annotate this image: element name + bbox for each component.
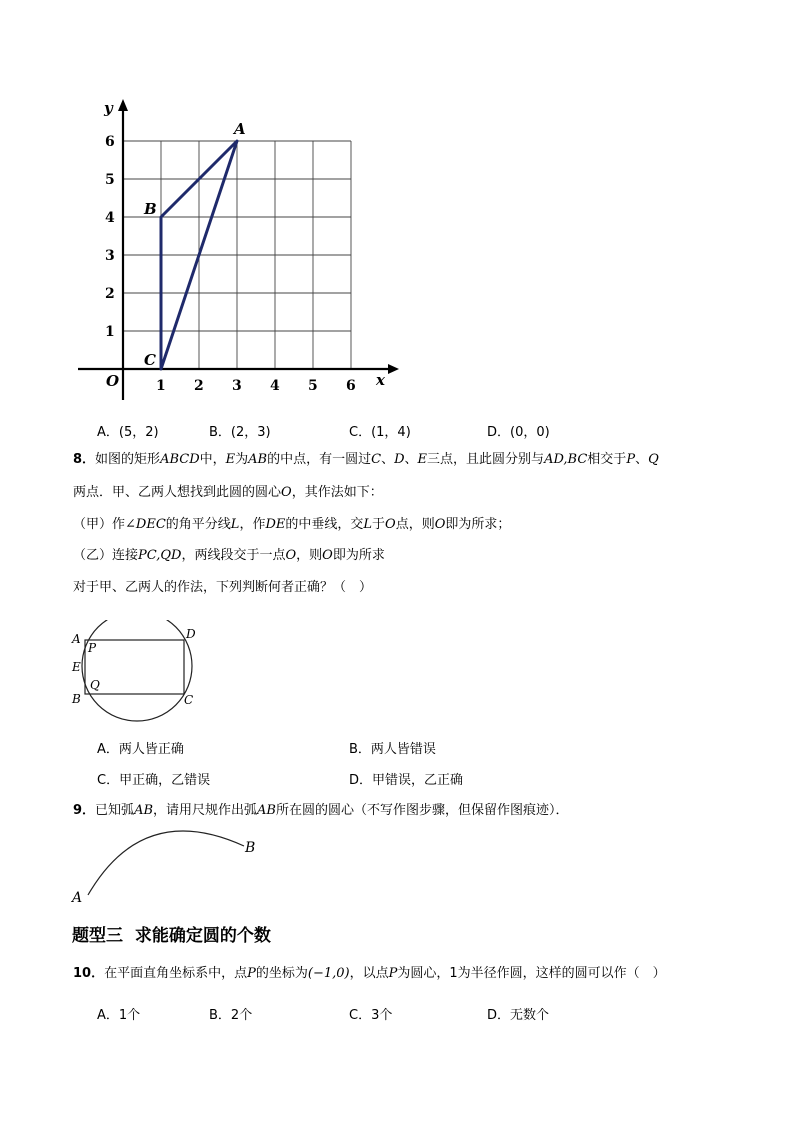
rectangle-circle-figure — [65, 620, 210, 725]
q7-option-a[interactable]: A．(5，2) — [97, 425, 159, 440]
y-tick-label: 2 — [105, 286, 115, 302]
y-tick-label: 4 — [105, 210, 115, 226]
point-label-c: C — [144, 351, 156, 369]
q8-option-c[interactable]: C．甲正确，乙错误 — [97, 773, 211, 788]
y-tick-label: 6 — [105, 134, 115, 150]
point-label-a: A — [234, 120, 246, 138]
grid — [123, 141, 351, 369]
q10-option-a[interactable]: A．1个 — [97, 1008, 141, 1023]
x-tick-label: 3 — [232, 378, 242, 394]
tick-labels — [105, 134, 356, 394]
q8-line-2: 两点．甲、乙两人想找到此圆的圆心O，其作法如下： — [73, 485, 383, 500]
arc-figure — [68, 825, 268, 910]
arc-label-b: B — [245, 840, 256, 856]
label-q: Q — [90, 678, 100, 692]
q9-text: 9．已知弧AB，请用尺规作出弧AB所在圆的圆心（不写作图步骤，但保留作图痕迹）． — [73, 803, 569, 818]
y-tick-label: 1 — [105, 324, 115, 340]
y-axis-label: y — [104, 99, 113, 117]
label-b: B — [72, 692, 81, 706]
x-tick-label: 6 — [346, 378, 356, 394]
circle — [82, 620, 192, 721]
x-tick-label: 4 — [270, 378, 280, 394]
x-axis-arrow — [388, 364, 399, 374]
q8-line-1: 8．如图的矩形ABCD中，E为AB的中点，有一圆过C、D、E三点，且此圆分别与AD,BC相交于P、Q — [73, 452, 659, 467]
label-d: D — [186, 627, 196, 641]
arc-label-a: A — [72, 890, 83, 906]
q8-option-d[interactable]: D．甲错误，乙正确 — [349, 773, 464, 788]
label-a: A — [72, 632, 81, 646]
rectangle-abcd — [85, 640, 184, 694]
x-tick-label: 1 — [156, 378, 166, 394]
label-c: C — [184, 693, 194, 707]
y-axis-arrow — [118, 99, 128, 111]
q10-option-b[interactable]: B．2个 — [209, 1008, 253, 1023]
q7-option-c[interactable]: C．(1，4) — [349, 425, 411, 440]
section-heading: 题型三 求能确定圆的个数 — [72, 926, 271, 946]
q7-option-b[interactable]: B．(2，3) — [209, 425, 271, 440]
y-tick-label: 3 — [105, 248, 115, 264]
q8-option-a[interactable]: A．两人皆正确 — [97, 742, 184, 757]
q8-option-b[interactable]: B．两人皆错误 — [349, 742, 436, 757]
origin-label: O — [106, 372, 120, 390]
coordinate-graph — [70, 95, 400, 405]
x-axis-label: x — [376, 371, 385, 389]
point-label-b: B — [144, 200, 157, 218]
q8-line-5: 对于甲、乙两人的作法，下列判断何者正确？（ ） — [73, 580, 373, 595]
q7-option-d[interactable]: D．(0，0) — [487, 425, 550, 440]
q8-line-3: （甲）作∠DEC的角平分线L，作DE的中垂线，交L于O点，则O即为所求； — [73, 517, 511, 532]
q10-option-d[interactable]: D．无数个 — [487, 1008, 550, 1023]
x-tick-label: 5 — [308, 378, 318, 394]
arc-ab — [88, 831, 244, 895]
x-tick-label: 2 — [194, 378, 204, 394]
q10-text: 10．在平面直角坐标系中，点P的坐标为(−1,0)，以点P为圆心，1为半径作圆，这样的圆可以作（ ） — [73, 966, 666, 981]
label-p: P — [88, 641, 97, 655]
q10-option-c[interactable]: C．3个 — [349, 1008, 393, 1023]
label-e: E — [72, 660, 81, 674]
q8-line-4: （乙）连接PC,QD，两线段交于一点O，则O即为所求 — [73, 548, 385, 563]
y-tick-label: 5 — [105, 172, 115, 188]
